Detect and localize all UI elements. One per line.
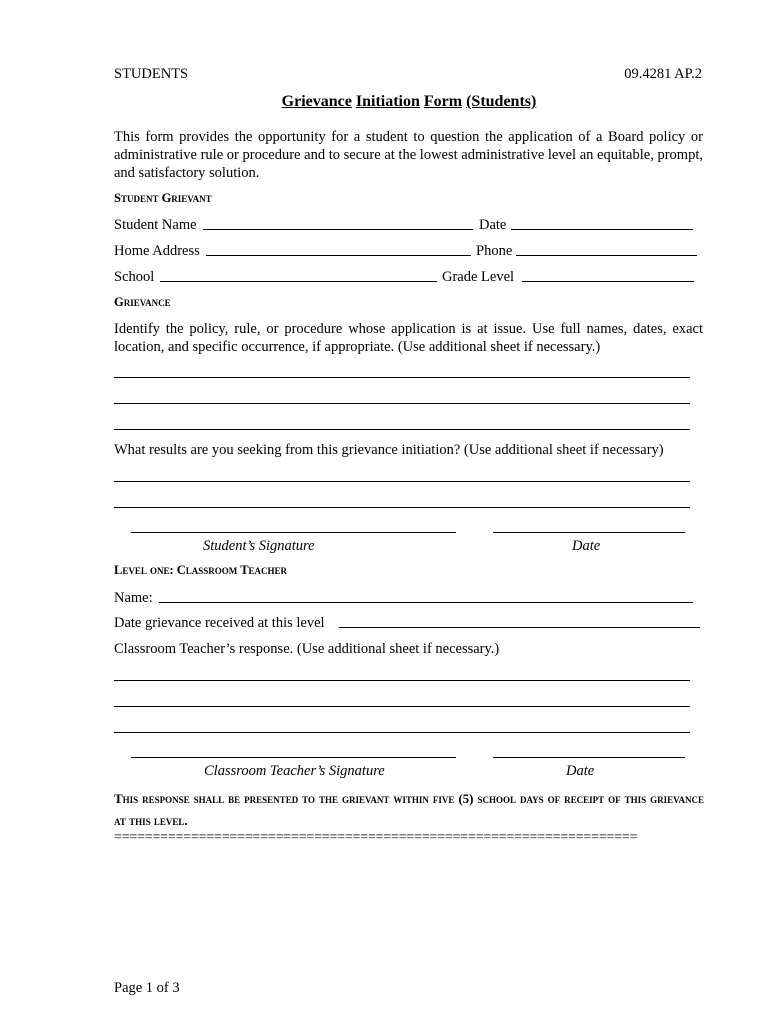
separator-line: ==================================================================== [114,830,638,845]
teacher-signature-date-field[interactable] [493,757,685,758]
teacher-response-line[interactable] [114,680,690,681]
intro-paragraph: This form provides the opportunity for a student to question the application of a Board policy or administrative rule or procedure and to secure at the lowest administrative level an equitable, prompt, and satisfactory solution. [114,129,703,181]
title-word: (Students) [466,93,537,110]
page-number: Page 1 of 3 [114,980,180,996]
student-signature-label: Student’s Signature [203,538,315,554]
title-word: Form [423,93,463,110]
grade-level-label: Grade Level [442,269,515,285]
teacher-response-label: Classroom Teacher’s response. (Use additional sheet if necessary.) [114,641,500,657]
date-received-label: Date grievance received at this level [114,615,325,631]
level-one-heading: Level one: Classroom Teacher [114,563,288,577]
home-address-label: Home Address [114,243,200,259]
grievance-answer-line[interactable] [114,429,690,430]
title-word: Initiation [355,93,420,110]
student-date-label: Date [479,217,507,233]
student-date-field[interactable] [511,229,693,230]
student-name-label: Student Name [114,217,197,233]
phone-label: Phone [476,243,513,259]
student-name-field[interactable] [203,229,473,230]
form-page [114,0,704,1024]
results-answer-line[interactable] [114,481,690,482]
grievance-instructions: Identify the policy, rule, or procedure whose application is at issue. Use full names, dates, exact location, and specific occurrence, if appropriate. (Use additional sheet if necessary.) [114,321,703,355]
grievance-heading: Grievance [114,295,171,309]
teacher-name-field[interactable] [159,602,693,603]
student-signature-date-field[interactable] [493,532,685,533]
school-field[interactable] [160,281,437,282]
student-grievant-heading: Student Grievant [114,191,212,205]
grievance-answer-line[interactable] [114,403,690,404]
title-word: Grievance [281,93,352,110]
school-label: School [114,269,155,285]
teacher-response-line[interactable] [114,732,690,733]
teacher-response-line[interactable] [114,706,690,707]
date-received-field[interactable] [339,627,700,628]
teacher-name-label: Name: [114,590,153,606]
teacher-signature-field[interactable] [131,757,456,758]
header-section-label: STUDENTS [114,66,189,82]
student-signature-field[interactable] [131,532,456,533]
page-title [114,93,704,111]
teacher-signature-date-label: Date [566,763,595,779]
response-notice: This response shall be presented to the grievant within five (5) school days of receipt of this grievance at this level. [114,791,704,828]
grievance-answer-line[interactable] [114,377,690,378]
home-address-field[interactable] [206,255,471,256]
teacher-signature-label: Classroom Teacher’s Signature [204,763,385,779]
results-question: What results are you seeking from this grievance initiation? (Use additional sheet if necessary) [114,442,664,458]
results-answer-line[interactable] [114,507,690,508]
header-policy-number: 09.4281 AP.2 [624,66,702,82]
phone-field[interactable] [516,255,697,256]
student-signature-date-label: Date [572,538,601,554]
grade-level-field[interactable] [522,281,694,282]
